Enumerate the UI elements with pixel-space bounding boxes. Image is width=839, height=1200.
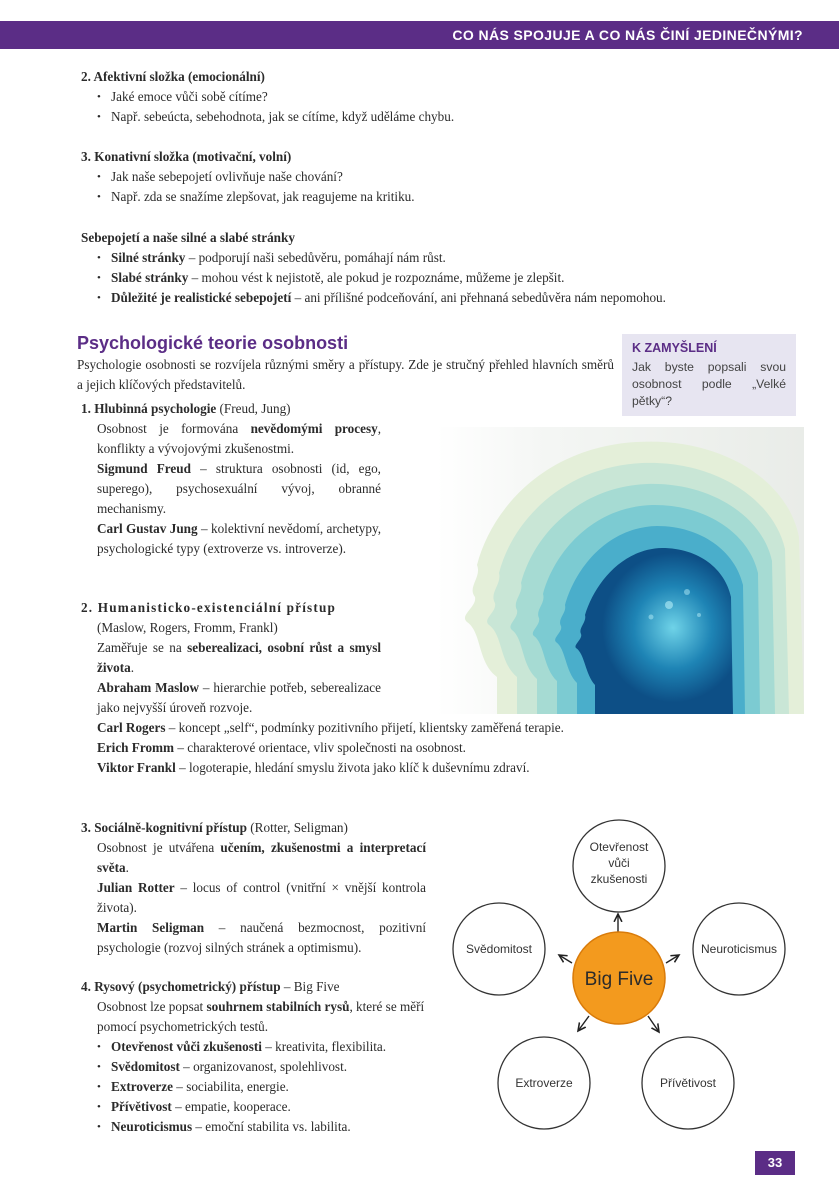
list-item [95, 1077, 426, 1097]
big-five-diagram [444, 813, 796, 1143]
list-item [95, 248, 801, 268]
person-name: Carl Gustav Jung [97, 521, 198, 536]
person-name: Abraham Maslow [97, 680, 200, 695]
social-heading-bold: 3. Sociálně-kognitivní přístup [81, 820, 247, 835]
seligman-entry [97, 918, 426, 958]
trait-description [97, 997, 426, 1037]
person-name: Carl Rogers [97, 720, 166, 735]
person-name: Sigmund Freud [97, 461, 191, 476]
trait-name: Neuroticismus [111, 1119, 193, 1134]
trait-name: Extroverze [111, 1079, 173, 1094]
list-item [95, 1117, 426, 1137]
list-item: • Např. zda se snažíme zlepšovat, jak reagujeme na kritiku. [95, 187, 781, 207]
trait-name: Přívětivost [111, 1099, 172, 1114]
person-text: – logoterapie, hledání smyslu života jako klíč k duševnímu zdraví. [175, 760, 530, 775]
definition: – podporují naši sebedůvěru, pomáhají nám růst. [185, 250, 446, 265]
big-five-center-label: Big Five [584, 969, 654, 990]
think-box [622, 334, 796, 416]
trait-heading-bold: 4. Rysový (psychometrický) přístup [81, 979, 281, 994]
conative-list [95, 167, 781, 207]
person-name: Viktor Frankl [97, 760, 176, 775]
extraversion-label: Extroverze [515, 1076, 573, 1090]
text: , které se měří pomocí psychometrických testů. [97, 999, 425, 1034]
depth-heading [81, 399, 381, 419]
chapter-title: CO NÁS SPOJUJE A CO NÁS ČINÍ JEDINEČNÝMI? [452, 27, 803, 43]
maslow-entry [97, 678, 381, 718]
term: Slabé stránky [111, 270, 189, 285]
term: Důležité je realistické sebepojetí [111, 290, 292, 305]
think-box-text: Jak byste popsali svou osobnost podle „Velké pětky“? [632, 360, 786, 408]
trait-heading-rest: – Big Five [280, 979, 340, 994]
list-item [95, 268, 801, 288]
strengths-section [81, 228, 801, 308]
conative-heading: 3. Konativní složka (motivační, volní) [81, 149, 292, 164]
text: Zaměřuje se na [97, 640, 188, 655]
text: Osobnost je utvářena [97, 840, 221, 855]
trait-approach [81, 977, 426, 1137]
list-item [95, 1057, 426, 1077]
definition: – ani přílišné podceňování, ani přehnaná sebedůvěra nám nepomohou. [291, 290, 666, 305]
person-text: – struktura osobnosti (id, ego, superego), psychosexuální vývoj, obranné mechanismy. [97, 461, 381, 516]
humanistic-heading: 2. Humanisticko-existenciální přístup [81, 600, 337, 615]
person-name: Erich Fromm [97, 740, 175, 755]
rotter-entry [97, 878, 426, 918]
arrow-down-left [578, 1016, 589, 1031]
list-item [95, 1097, 426, 1117]
list-item [95, 1037, 426, 1057]
neuroticism-label: Neuroticismus [700, 942, 778, 956]
depth-heading-authors: (Freud, Jung) [216, 401, 291, 416]
list-item: • Např. sebeúcta, sebehodnota, jak se cítíme, když uděláme chybu. [95, 107, 781, 127]
humanistic-continued [97, 718, 617, 778]
arrow-left [559, 955, 572, 963]
humanistic-authors: (Maslow, Rogers, Fromm, Frankl) [97, 620, 278, 635]
trait-text: – empatie, kooperace. [171, 1099, 291, 1114]
trait-text: – kreativita, flexibilita. [261, 1039, 387, 1054]
affective-list [95, 87, 781, 127]
trait-text: – organizovanost, spolehlivost. [179, 1059, 348, 1074]
humanistic-approach [81, 598, 381, 718]
big-five-list [95, 1037, 426, 1137]
trait-name: Svědomitost [111, 1059, 180, 1074]
agreeableness-label: Přívětivost [659, 1076, 717, 1090]
think-box-title: K ZAMYŠLENÍ [632, 341, 717, 355]
text-bold: seberealizaci, osobní růst a smysl života [97, 640, 381, 675]
person-text: – koncept „self“, podmínky pozitivního přijetí, klientsky zaměřená terapie. [165, 720, 564, 735]
openness-label-3: zkušenosti [590, 872, 648, 886]
page-number: 33 [755, 1151, 795, 1175]
text: . [130, 660, 134, 675]
conscientiousness-label: Svědomitost [465, 942, 533, 956]
list-item [95, 288, 801, 308]
strengths-list [95, 248, 801, 308]
depth-description [97, 419, 381, 459]
text: , konflikty a vývojovými zkušenostmi. [97, 421, 381, 456]
person-name: Martin Seligman [97, 920, 205, 935]
affective-heading: 2. Afektivní složka (emocionální) [81, 69, 265, 84]
affective-component [81, 67, 781, 127]
humanistic-description [97, 638, 381, 678]
text-bold: nevědomými procesy [250, 421, 378, 436]
arrow-right [666, 955, 679, 963]
jung-entry [97, 519, 381, 559]
conative-component [81, 147, 781, 207]
list-item: • Jak naše sebepojetí ovlivňuje naše chování? [95, 167, 781, 187]
social-heading [81, 818, 426, 838]
text-bold: souhrnem stabilních rysů [206, 999, 350, 1014]
list-item: • Jaké emoce vůči sobě cítíme? [95, 87, 781, 107]
social-cognitive-approach [81, 818, 426, 958]
text: Osobnost je formována [97, 421, 251, 436]
depth-heading-bold: 1. Hlubinná psychologie [81, 401, 217, 416]
trait-heading [81, 977, 426, 997]
fromm-entry [97, 738, 617, 758]
head-silhouettes-image [437, 427, 804, 714]
person-text: – kolektivní nevědomí, archetypy, psychologické typy (extroverze vs. introverze). [97, 521, 381, 556]
text: Osobnost lze popsat [97, 999, 207, 1014]
trait-text: – sociabilita, energie. [173, 1079, 289, 1094]
section-intro: Psychologie osobnosti se rozvíjela různými směry a přístupy. Zde je stručný přehled hlavních směrů a jejich klíčových představitelů. [77, 357, 614, 392]
openness-label-1: Otevřenost [589, 840, 649, 854]
person-name: Julian Rotter [97, 880, 175, 895]
depth-psychology [81, 399, 381, 559]
section-title: Psychologické teorie osobnosti [77, 333, 349, 353]
rogers-entry [97, 718, 617, 738]
social-description [97, 838, 426, 878]
strengths-heading: Sebepojetí a naše silné a slabé stránky [81, 230, 295, 245]
text: . [125, 860, 129, 875]
text-bold: učením, zkušenostmi a interpretací světa [97, 840, 426, 875]
person-text: – naučená bezmocnost, pozitivní psychologie (rozvoj silných stránek a optimismu). [97, 920, 426, 955]
person-text: – charakterové orientace, vliv společnosti na osobnost. [174, 740, 466, 755]
openness-label-2: vůči [608, 856, 630, 870]
trait-name: Otevřenost vůči zkušenosti [111, 1039, 262, 1054]
person-text: – locus of control (vnitřní × vnější kontrola života). [97, 880, 426, 915]
person-text: – hierarchie potřeb, seberealizace jako nejvyšší úroveň rozvoje. [97, 680, 381, 715]
trait-text: – emoční stabilita vs. labilita. [192, 1119, 351, 1134]
frankl-entry [97, 758, 617, 778]
freud-entry [97, 459, 381, 519]
arrow-down-right [648, 1016, 659, 1032]
term: Silné stránky [111, 250, 186, 265]
definition: – mohou vést k nejistotě, ale pokud je rozpoznáme, můžeme je zlepšit. [188, 270, 565, 285]
social-heading-authors: (Rotter, Seligman) [246, 820, 348, 835]
